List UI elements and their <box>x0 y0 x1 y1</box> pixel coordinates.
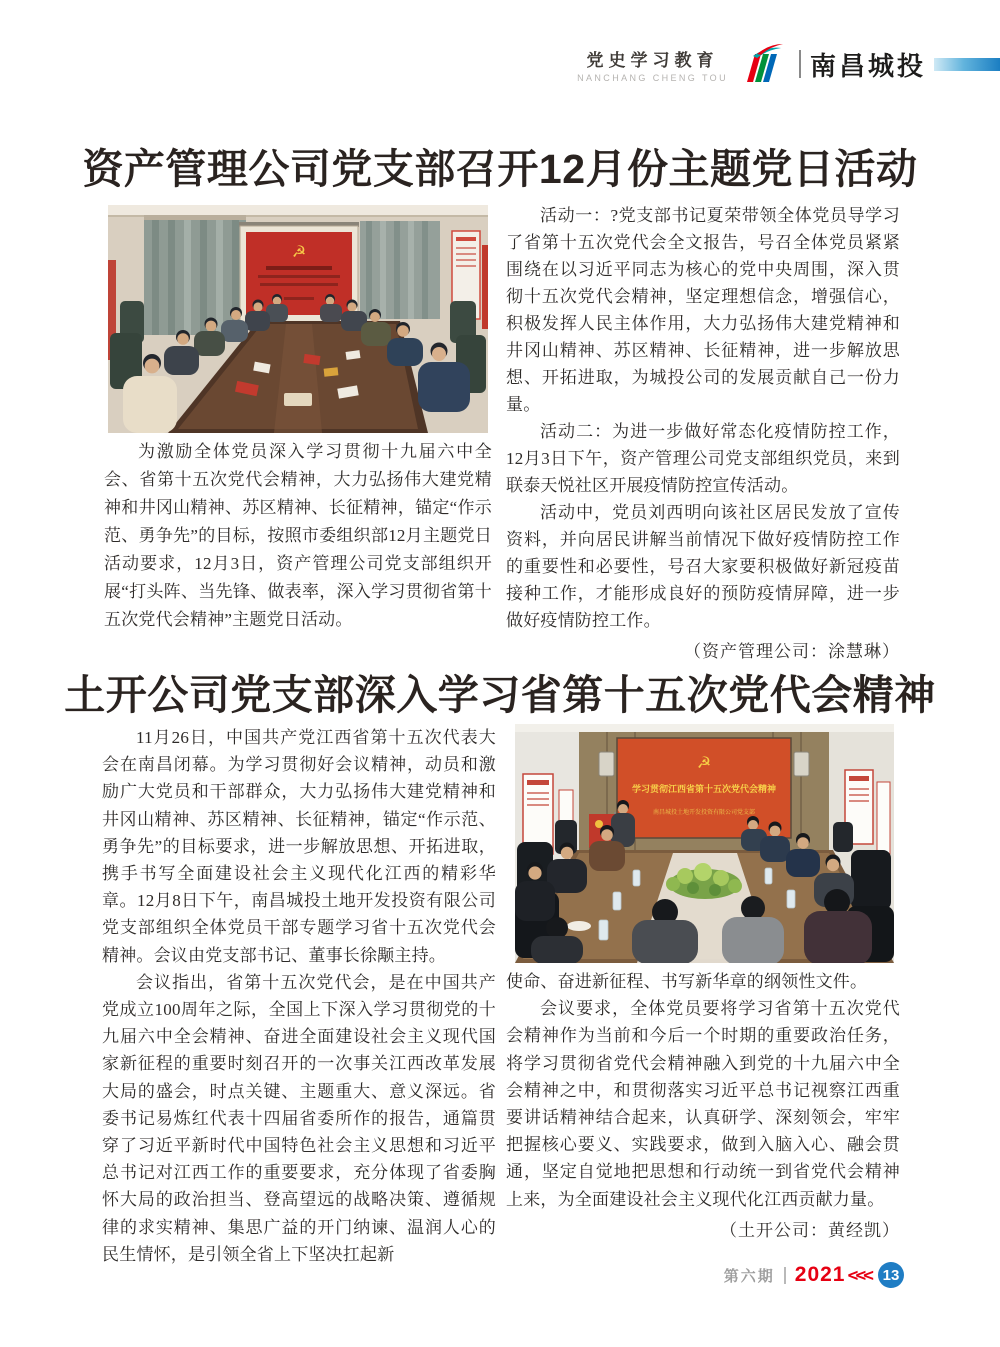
article1-byline: （资产管理公司：涂慧琳） <box>684 642 900 661</box>
article1-left-column <box>104 438 492 634</box>
header-divider <box>799 50 801 78</box>
party-emblem-icon: ☭ <box>291 244 307 261</box>
nanchang-chengtou-logo-icon <box>739 44 785 84</box>
article2-meeting-photo <box>515 724 894 963</box>
page-header <box>577 44 1000 84</box>
article2-right-column <box>506 968 900 1245</box>
slide-subtitle: 南昌城投土地开发投资有限公司党支部 <box>652 810 756 816</box>
program-title: 党史学习教育 <box>586 50 719 70</box>
article1-paragraph: 活动一：?党支部书记夏荣带领全体党员导学习了省第十五次党代会全文报告，号召全体党员紧紧围绕在以习近平同志为核心的党中央周围，深入贯彻十五次党代会精神，坚定理想信念，增强信心，积极发挥人民主体作用，大力弘扬伟大建党精神和井冈山精神、苏区精神、长征精神，进一步解放思想、开拓进取，为城投公司的发展贡献自己一份力量。 <box>506 206 900 414</box>
chevrons-left-icon: <<< <box>847 1264 871 1286</box>
issue-label: 第六期 <box>723 1267 775 1285</box>
article2-paragraph: 11月26日，中国共产党江西省第十五次代表大会在南昌闭幕。为学习贯彻好会议精神，动员和激励广大党员和干部群众，大力弘扬伟大建党精神和井冈山精神、苏区精神、长征精神，锚定“作示范、勇争先”的目标要求，进一步解放思想、开拓进取，携手书写全面建设社会主义现代化江西的精彩华章。12月8日下午，南昌城投土地开发投资有限公司党支部组织全体党员干部专题学习省十五次党代会精神。会议由党支部书记、董事长徐颙主持。 <box>102 728 496 965</box>
article1-paragraph: 活动二：为进一步做好常态化疫情防控工作，12月3日下午，资产管理公司党支部组织党员，来到联泰天悦社区开展疫情防控宣传活动。 <box>506 422 900 495</box>
page-number-badge: 13 <box>878 1262 904 1288</box>
article2-title: 土开公司党支部深入学习省第十五次党代会精神 <box>64 672 936 718</box>
article1-right-column <box>506 202 900 666</box>
footer-year: 2021 <box>794 1263 846 1286</box>
party-emblem-icon: ☭ <box>696 755 712 772</box>
article2-byline: （土开公司：黄经凯） <box>720 1220 900 1240</box>
page-footer <box>724 1262 904 1288</box>
article2-left-column <box>102 724 496 1268</box>
program-block <box>577 46 728 83</box>
meeting-room-scene-2 <box>515 724 894 963</box>
article1-paragraph: 为激励全体党员深入学习贯彻十九届六中全会、省第十五次党代会精神，大力弘扬伟大建党精神和井冈山精神、苏区精神、长征精神，锚定“作示范、勇争先”的目标，按照市委组织部12月主题党日活动要求，12月3日，资产管理公司党支部组织开展“打头阵、当先锋、做表率，深入学习贯彻省第十五次党代会精神”主题党日活动。 <box>104 442 492 629</box>
article2-paragraph: 会议指出，省第十五次党代会，是在中国共产党成立100周年之际，全国上下深入学习贯彻党的十九届六中全会精神、奋进全面建设社会主义现代国家新征程的重要时刻召开的一次事关江西改革发展大局的盛会，时点关键、主题重大、意义深远。省委书记易炼红代表十四届省委所作的报告，通篇贯穿了习近平新时代中国特色社会主义思想和习近平总书记对江西工作的重要要求，充分体现了省委胸怀大局的政治担当、登高望远的战略决策、遵循规律的求实精神、集思广益的开门纳谏、温润人心的民生情怀，是引领全省上下坚决扛起新 <box>102 972 496 1264</box>
program-subtitle: NANCHANG CHENG TOU <box>577 72 728 83</box>
article1-title: 资产管理公司党支部召开12月份主题党日活动 <box>82 146 918 192</box>
article1-paragraph: 活动中，党员刘西明向该社区居民发放了宣传资料，并向居民讲解当前情况下做好疫情防控工作的重要性和必要性，号召大家要积极做好新冠疫苗接种工作，才能形成良好的预防疫情屏障，进一步做好疫情防控工作。 <box>506 503 900 630</box>
article2-paragraph-continuation: 使命、奋进新征程、书写新华章的纲领性文件。 <box>506 972 868 991</box>
footer-divider <box>784 1267 786 1284</box>
article2-paragraph: 会议要求，全体党员要将学习省第十五次党代会精神作为当前和今后一个时期的重要政治任务，将学习贯彻省党代会精神融入到党的十九届六中全会精神之中，和贯彻落实习近平总书记视察江西重要讲话精神结合起来，认真研学、深刻领会，牢牢把握核心要义、实践要求，做到入脑入心、融会贯通，坚定自觉地把思想和行动统一到省党代会精神上来，为全面建设社会主义现代化江西贡献力量。 <box>506 999 900 1209</box>
article1-meeting-photo <box>108 205 488 433</box>
slide-title: 学习贯彻江西省第十五次党代会精神 <box>631 784 777 794</box>
meeting-room-scene-1 <box>108 205 488 433</box>
header-gradient-bar <box>934 58 1000 71</box>
brand-name: 南昌城投 <box>809 50 926 81</box>
